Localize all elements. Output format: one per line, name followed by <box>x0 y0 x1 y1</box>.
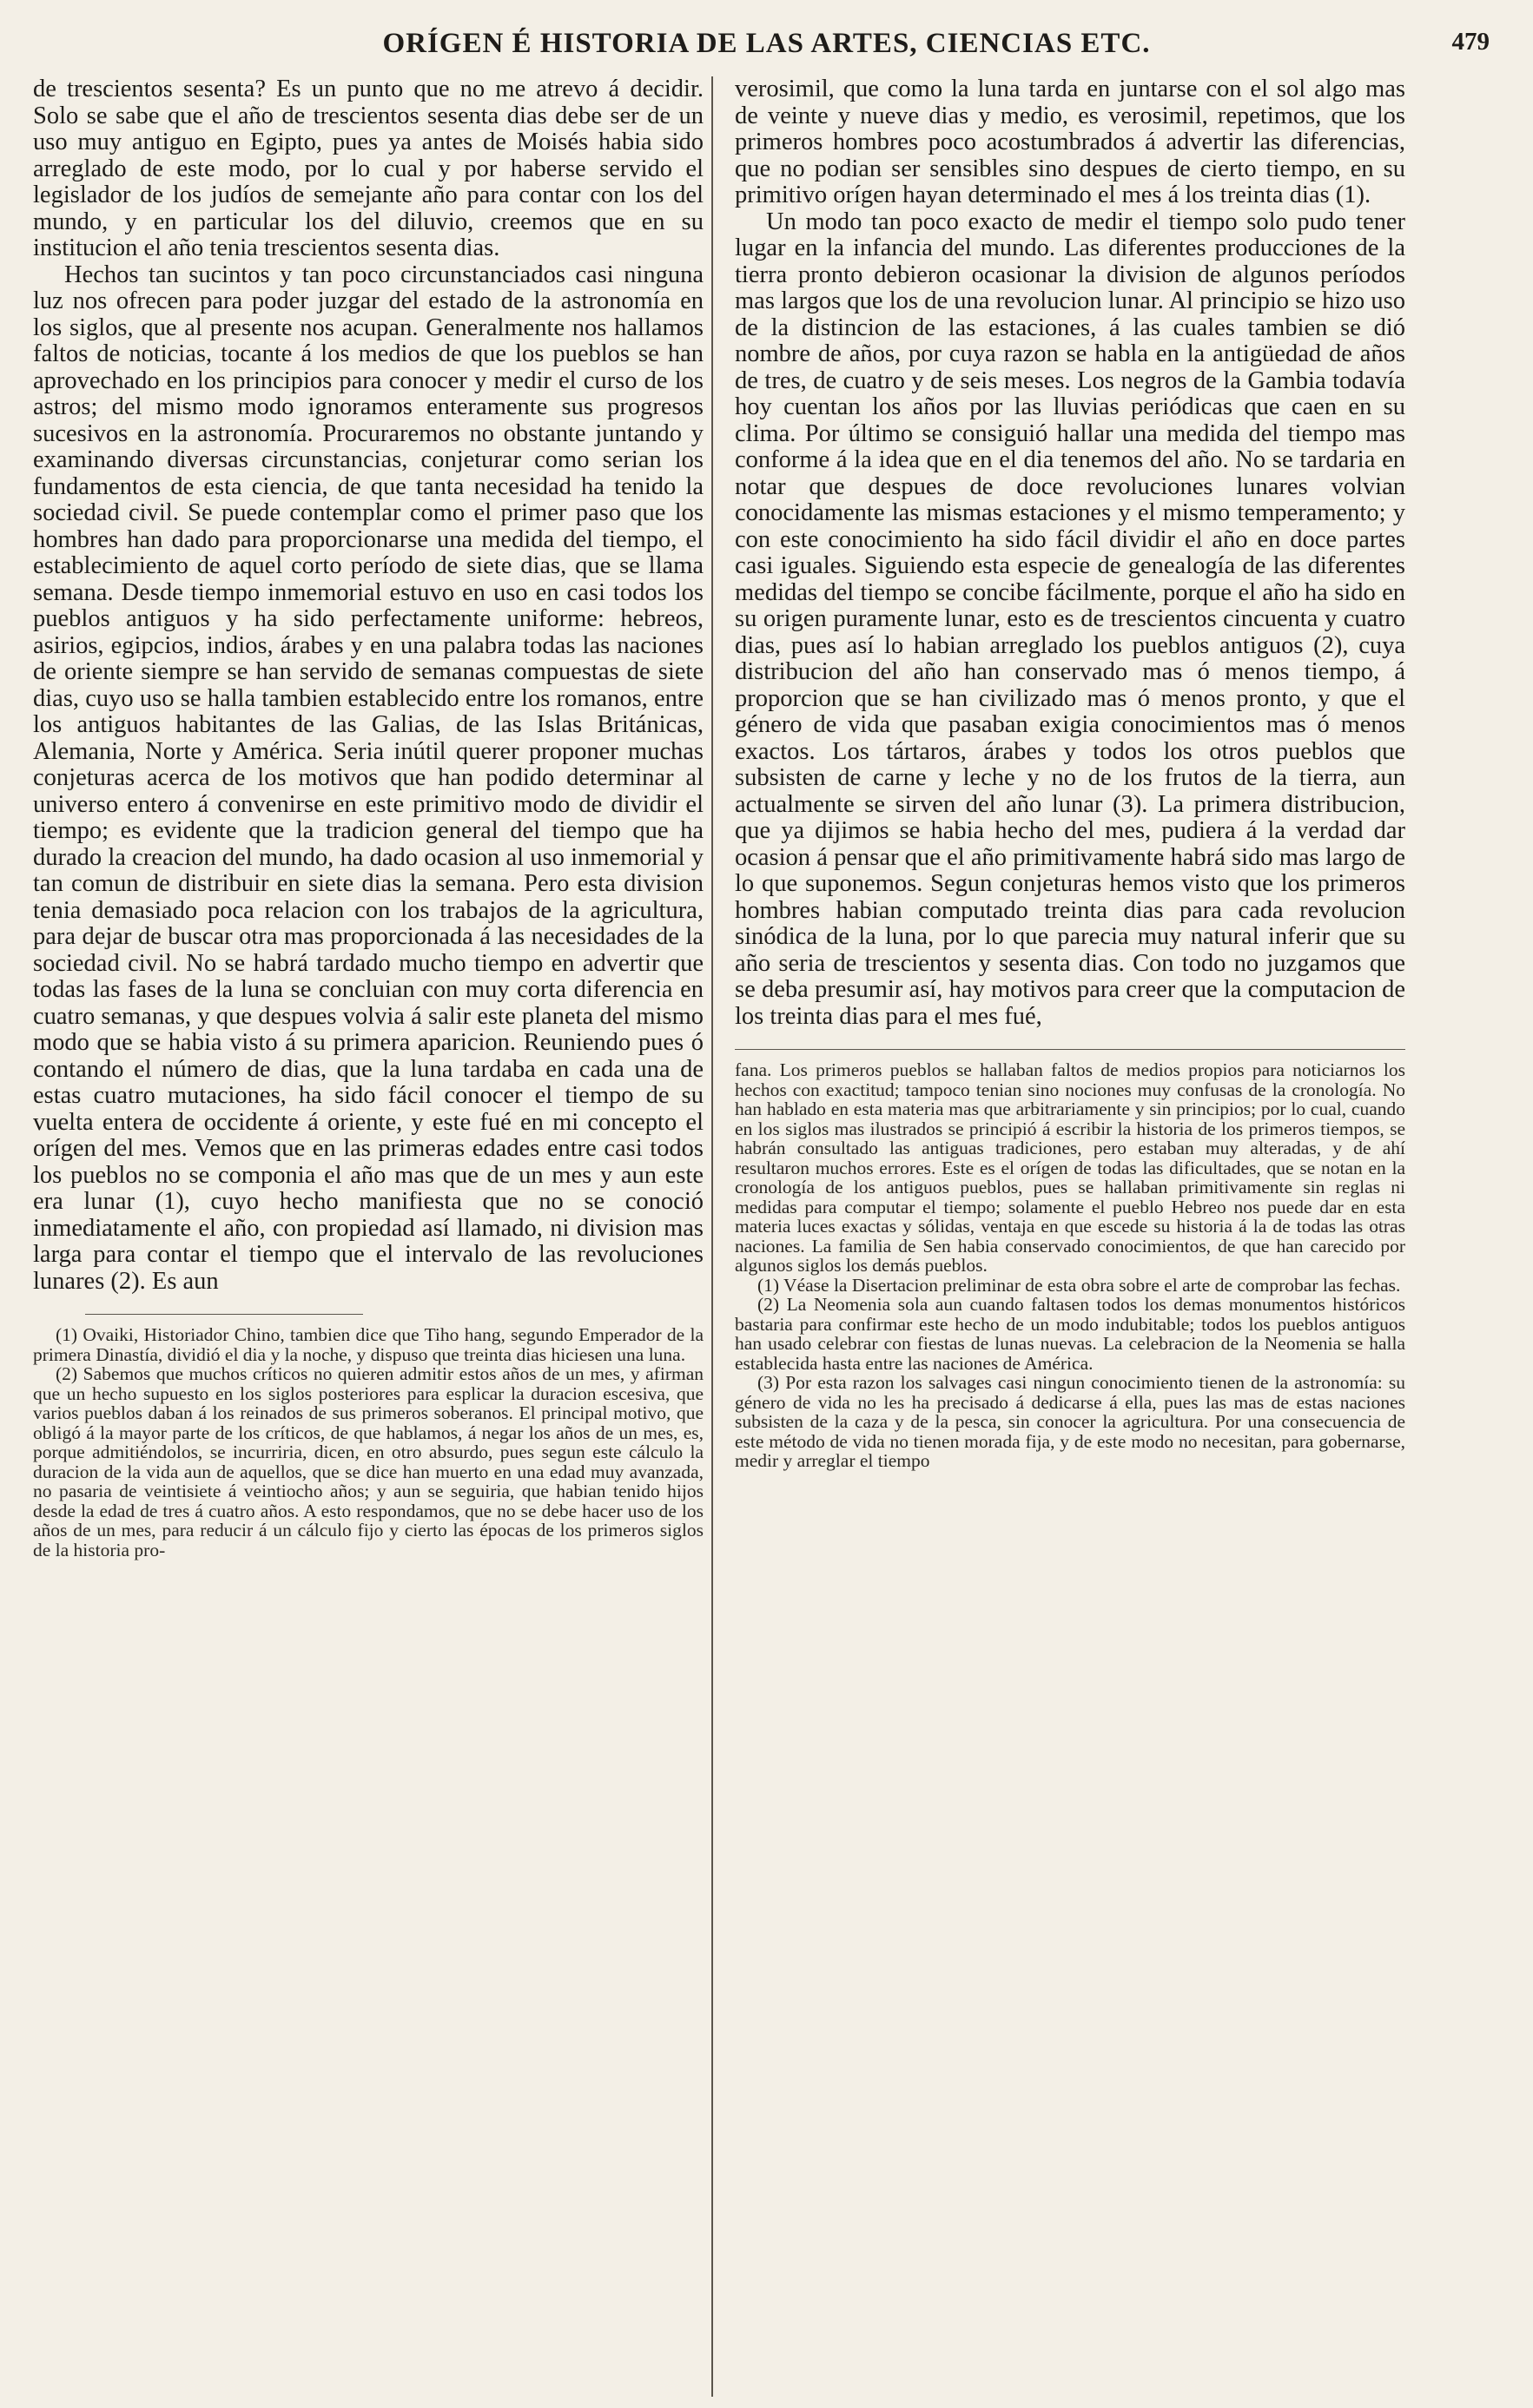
right-body-text <box>735 76 1405 1030</box>
footnote-divider <box>85 1314 363 1315</box>
footnote-continuation: fana. Los primeros pueblos se hallaban faltos de medios propios para noticiarnos los hechos con exactitud; tampoco tenian sino nociones muy confusas de la cronología. No han hablado en esta materia mas que arbitrariamente y sin principios; por lo cual, cuando en los siglos mas ilustrados se principió á escribir la historia de los primeros tiempos, se habrán consultado las antiguas tradiciones, pero estaban muy alteradas, y de ahí resultaron muchos errores. Este es el orígen de todas las dificultades, que se notan en la cronología de los antiguos pueblos, pues se hallaban primitivamente sin reglas ni medidas para computar el tiempo; solamente el pueblo Hebreo nos puede dar en esta materia luces exactas y sólidas, ventaja en que escede su historia á la de todas las otras naciones. La familia de Sen habia conservado conocimientos, de que han carecido por algunos siglos los demás pueblos. <box>735 1059 1405 1276</box>
footnote: (3) Por esta razon los salvages casi ningun conocimiento tienen de la astronomía: su género de vida no les ha precisado á dedicarse á ella, pues las mas de estas naciones subsisten de la caza y de la pesca, sin conocer la agricultura. Por una consecuencia de este método de vida no tienen morada fija, y de este modo no necesitan, para gobernarse, medir y arreglar el tiempo <box>735 1372 1405 1471</box>
page-header <box>35 28 1498 71</box>
paragraph: de trescientos sesenta? Es un punto que no me atrevo á decidir. Solo se sabe que el año de trescientos sesenta dias debe ser de un uso muy antiguo en Egipto, pues ya antes de Moisés habia sido arreglado de este modo, por lo cual y por haberse servido el legislador de los judíos de semejante año para contar con los del mundo, y en particular los del diluvio, creemos que en su institucion el año tenia trescientos sesenta dias. <box>33 76 704 261</box>
right-footnotes <box>735 1060 1405 1471</box>
left-footnotes <box>33 1325 704 1560</box>
left-body-text <box>33 76 704 1295</box>
footnote: (1) Véase la Disertacion preliminar de esta obra sobre el arte de comprobar las fechas. <box>757 1274 1401 1296</box>
column-divider <box>711 76 713 2397</box>
footnote-divider <box>735 1049 1405 1050</box>
paragraph: verosimil, que como la luna tarda en juntarse con el sol algo mas de veinte y nueve dias y medio, es verosimil, repetimos, que los primeros hombres poco acostumbrados á advertir las diferencias, que no podian ser sensibles sino despues de cierto tiempo, en su primitivo orígen hayan determinado el mes á los treinta dias (1). <box>735 76 1405 208</box>
running-title: ORÍGEN É HISTORIA DE LAS ARTES, CIENCIAS ETC. <box>382 28 1151 59</box>
right-column <box>735 76 1405 1471</box>
footnote: (1) Ovaiki, Historiador Chino, tambien dice que Tiho hang, segundo Emperador de la primera Dinastía, dividió el dia y la noche, y dispuso que treinta dias hiciesen una luna. <box>33 1324 704 1365</box>
footnote: (2) Sabemos que muchos críticos no quieren admitir estos años de un mes, y afirman que un hecho supuesto en los siglos posteriores para esplicar la duracion escesiva, que varios pueblos daban á los reinados de sus primeros soberanos. El principal motivo, que obligó á la mayor parte de los críticos, de que hablamos, á negar los años de un mes, es, porque admitiéndolos, se incurriria, dicen, en otro absurdo, pues segun este cálculo la duracion de la vida aun de aquellos, que se dice han muerto en una edad muy avanzada, no pasaria de veintisiete á veintiocho años; y aun se seguiria, que habian tenido hijos desde la edad de tres á cuatro años. A esto respondamos, que no se debe hacer uso de los años de un mes, para reducir á un cálculo fijo y cierto las épocas de los primeros siglos de la historia pro- <box>33 1363 704 1560</box>
page-number: 479 <box>1451 28 1490 56</box>
paragraph: Hechos tan sucintos y tan poco circunstanciados casi ninguna luz nos ofrecen para poder juzgar del estado de la astronomía en los siglos, que al presente nos acupan. Generalmente nos hallamos faltos de noticias, tocante á los medios de que los pueblos se han aprovechado en los principios para conocer y medir el curso de los astros; del mismo modo ignoramos enteramente sus progresos sucesivos en la astronomía. Procuraremos no obstante juntando y examinando diversas circunstancias, conjeturar como serian los fundamentos de esta ciencia, de que tanta necesidad ha tenido la sociedad civil. Se puede contemplar como el primer paso que los hombres han dado para proporcionarse una medida del tiempo, el establecimiento de aquel corto período de siete dias, que se llama semana. Desde tiempo inmemorial estuvo en uso en casi todos los pueblos antiguos y ha sido perfectamente uniforme: hebreos, asirios, egipcios, indios, árabes y en una palabra todas las naciones de oriente siempre se han servido de semanas compuestas de siete dias, cuyo uso se halla tambien establecido entre los romanos, entre los antiguos habitantes de las Galias, de las Islas Británicas, Alemania, Norte y América. Seria inútil querer proponer muchas conjeturas acerca de los motivos que han podido determinar al universo entero á convenirse en este primitivo modo de dividir el tiempo; es evidente que la tradicion general del tiempo que ha durado la creacion del mundo, ha dado ocasion al uso inmemorial y tan comun de distribuir en siete dias la semana. Pero esta division tenia demasiado poca relacion con los trabajos de la agricultura, para dejar de buscar otra mas proporcionada á las necesidades de la sociedad civil. No se habrá tardado mucho tiempo en advertir que todas las fases de la luna se concluian con muy corta diferencia en cuatro semanas, y que despues volvia á salir este planeta del mismo modo que se habia visto á su primera aparicion. Reuniendo pues ó contando el número de dias, que la luna tardaba en cada una de estas cuatro mutaciones, ha sido fácil conocer el tiempo de su vuelta entera de occidente á oriente, y este fué en mi concepto el orígen del mes. Vemos que en las primeras edades entre casi todos los pueblos no se componia el año mas que de un mes y aun este era lunar (1), cuyo hecho manifiesta que no se conoció inmediatamente el año, con propiedad así llamado, ni division mas larga para contar el tiempo que el intervalo de las revoluciones lunares (2). Es aun <box>33 261 704 1295</box>
footnote: (2) La Neomenia sola aun cuando faltasen todos los demas monumentos históricos bastaria para confirmar este hecho de un modo indubitable; todos los pueblos antiguos han usado celebrar con fiestas de lunas nuevas. La celebracion de la Neomenia se halla establecida hasta entre las naciones de América. <box>735 1294 1405 1374</box>
left-column <box>33 76 704 1560</box>
paragraph: Un modo tan poco exacto de medir el tiempo solo pudo tener lugar en la infancia del mundo. Las diferentes producciones de la tierra pronto debieron ocasionar la division de algunos períodos mas largos que los de una revolucion lunar. Al principio se hizo uso de la distincion de las estaciones, á las cuales tambien se dió nombre de años, por cuya razon se habla en la antigüedad de años de tres, de cuatro y de seis meses. Los negros de la Gambia todavía hoy cuentan los años por las lluvias periódicas que caen en su clima. Por último se consiguió hallar una medida del tiempo mas conforme á la idea que en el dia tenemos del año. No se tardaria en notar que despues de doce revoluciones lunares volvian conocidamente las mismas estaciones y el mismo temperamento; y con este conocimiento ha sido fácil dividir el año en doce partes casi iguales. Siguiendo esta especie de genealogía de las diferentes medidas del tiempo se concibe fácilmente, porque el año ha sido en su origen puramente lunar, esto es de trescientos cincuenta y cuatro dias, pues así lo habian arreglado los pueblos antiguos (2), cuya distribucion del año han conservado mas ó menos tiempo, á proporcion que se han civilizado mas ó menos pronto, y que el género de vida que pasaban exigia conocimientos mas ó menos exactos. Los tártaros, árabes y todos los otros pueblos que subsisten de carne y leche y no de los frutos de la tierra, aun actualmente se sirven del año lunar (3). La primera distribucion, que ya dijimos se habia hecho del mes, pudiera á la verdad dar ocasion á pensar que el año primitivamente habrá sido mas largo de lo que suponemos. Segun conjeturas hemos visto que los primeros hombres habian computado treinta dias para cada revolucion sinódica de la luna, por lo que parecia muy natural inferir que su año seria de trescientos y sesenta dias. Con todo no juzgamos que se deba presumir así, hay motivos para creer que la computacion de los treinta dias para el mes fué, <box>735 208 1405 1030</box>
